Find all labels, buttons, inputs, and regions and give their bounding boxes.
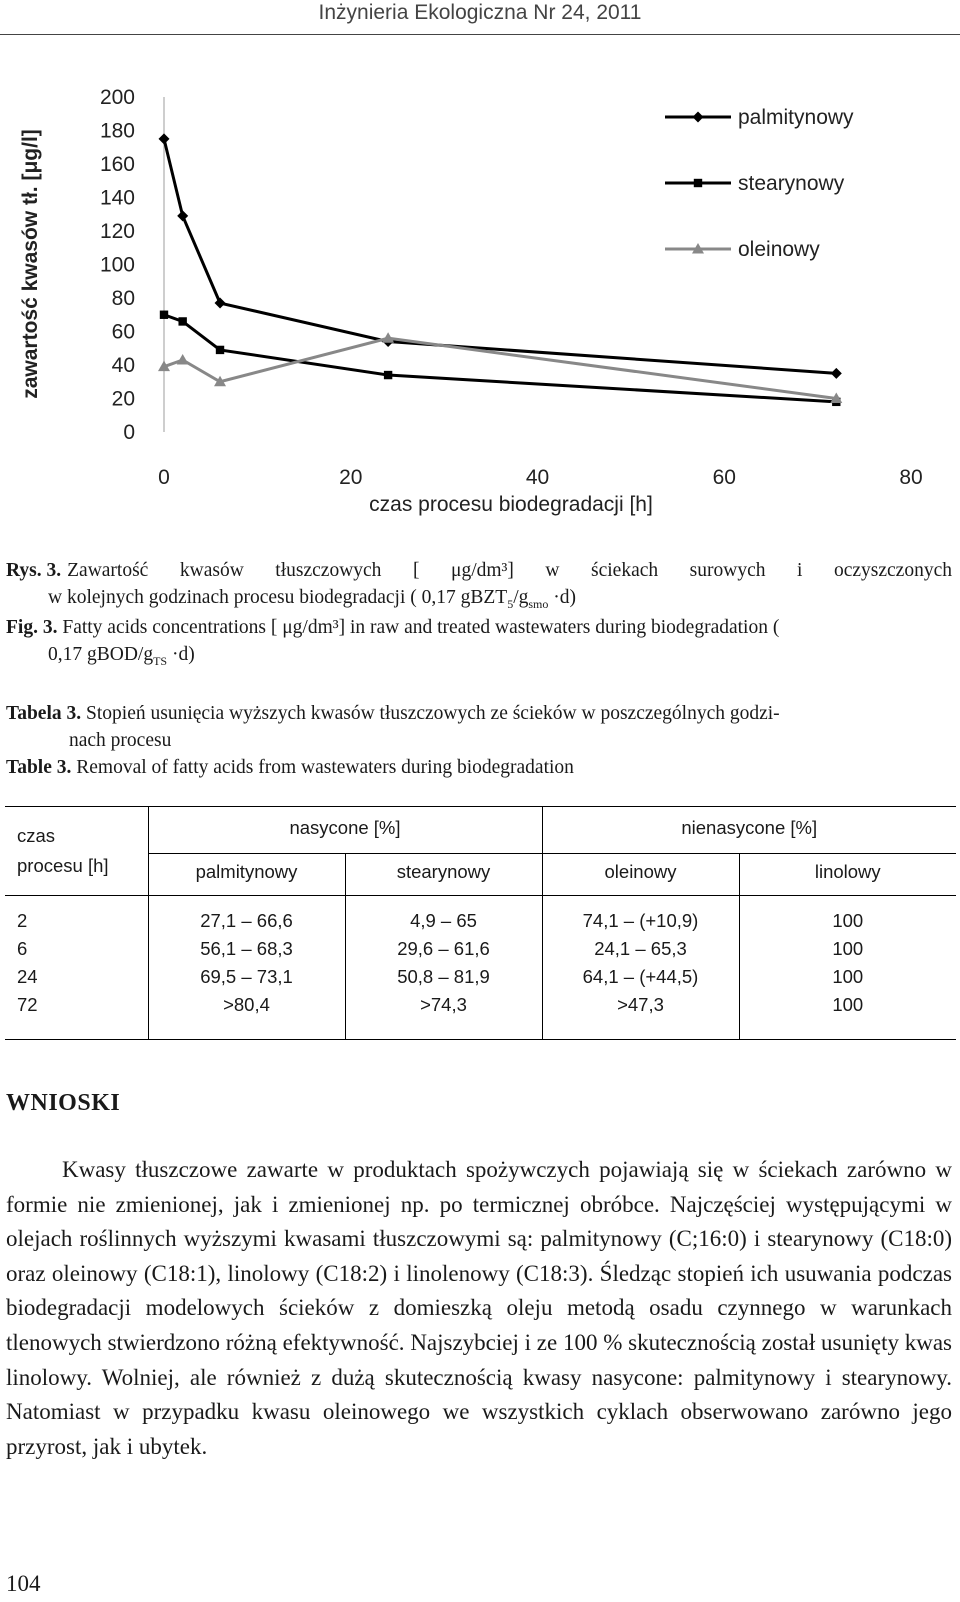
data-point-stearynowy <box>160 311 168 319</box>
table-caption-en-text: Removal of fatty acids from wastewaters during biodegradation <box>76 757 574 778</box>
table-row <box>5 896 956 938</box>
table-row <box>5 938 956 966</box>
table-row <box>5 994 956 1040</box>
x-tick-label: 60 <box>712 466 736 489</box>
table-cell-time: 24 <box>5 966 148 994</box>
legend-item-palmitynowy <box>665 106 854 129</box>
series-stearynowy <box>160 311 841 407</box>
data-point-stearynowy <box>216 346 224 354</box>
x-tick-label: 80 <box>899 466 923 489</box>
data-point-stearynowy <box>178 317 186 325</box>
table-cell: 27,1 – 66,6 <box>148 896 345 938</box>
running-header <box>0 0 960 35</box>
legend-label: palmitynowy <box>738 106 854 129</box>
y-tick-label: 60 <box>111 320 135 344</box>
table-cell: 100 <box>832 937 864 959</box>
figure-caption-pl-text: Zawartość kwasów tłuszczowych [ μg/dm³] w ściekach surowych i oczyszczonych <box>67 560 952 581</box>
data-point-oleinowy <box>177 354 189 365</box>
legend-item-stearynowy <box>665 172 845 195</box>
table-cell: 29,6 – 61,6 <box>345 938 542 966</box>
table-cell: >80,4 <box>148 994 345 1040</box>
data-point-palmitynowy <box>159 133 170 144</box>
page-number: 104 <box>6 1571 41 1596</box>
y-tick-label: 40 <box>111 354 135 377</box>
table-cell: >74,3 <box>345 994 542 1040</box>
y-axis-label: zawartość kwasów tł. [μg/l] <box>19 129 42 399</box>
x-axis-label: czas procesu biodegradacji [h] <box>369 493 653 516</box>
table-cell: 74,1 – (+10,9) <box>542 896 739 938</box>
figure-caption-en <box>6 614 952 675</box>
y-tick-label: 120 <box>99 220 135 243</box>
x-tick-label: 40 <box>525 466 550 489</box>
table-cell: 100 <box>739 896 956 938</box>
data-point-palmitynowy <box>177 210 188 221</box>
table-cell: 64,1 – (+44,5) <box>542 966 739 994</box>
legend-marker <box>693 112 704 123</box>
y-tick-label: 20 <box>111 387 135 411</box>
table-col-oleinowy: oleinowy <box>542 854 739 896</box>
figure-caption-pl <box>6 557 952 618</box>
table-cell-time: 2 <box>5 896 148 938</box>
data-point-stearynowy <box>384 371 392 379</box>
table-cell: >47,3 <box>542 994 739 1040</box>
table-col-stearynowy: stearynowy <box>345 854 542 896</box>
y-tick-label: 0 <box>123 421 135 444</box>
y-tick-label: 200 <box>99 86 135 109</box>
y-tick-label: 160 <box>99 153 135 176</box>
table-cell: 100 <box>739 994 956 1040</box>
series-line-palmitynowy <box>164 139 836 374</box>
legend-label: oleinowy <box>738 238 820 261</box>
table-caption-pl-line2: nach procesu <box>69 730 172 751</box>
legend-marker <box>694 179 702 187</box>
series-line-stearynowy <box>164 315 836 402</box>
table-cell: 50,8 – 81,9 <box>345 966 542 994</box>
x-tick-label: 0 <box>158 466 170 489</box>
table-row <box>5 966 956 994</box>
data-point-palmitynowy <box>831 368 842 379</box>
table-cell: 69,5 – 73,1 <box>148 966 345 994</box>
table-col-linolowy: linolowy <box>814 861 881 882</box>
y-tick-label: 180 <box>99 119 135 143</box>
table-header-saturated: nasycone [%] <box>148 807 542 854</box>
y-tick-label: 140 <box>99 186 135 210</box>
data-point-palmitynowy <box>215 298 226 309</box>
y-tick-label: 80 <box>111 287 135 310</box>
table-cell: 100 <box>832 965 864 987</box>
y-tick-label: 100 <box>99 253 135 277</box>
table-group-header-row <box>5 807 956 854</box>
journal-title: Inżynieria Ekologiczna Nr 24, 2011 <box>318 1 642 24</box>
table-label-pl: Tabela 3. <box>6 703 82 724</box>
table-column-header-row <box>5 854 956 896</box>
x-tick-label: 20 <box>339 466 363 489</box>
conclusions-paragraph: Kwasy tłuszczowe zawarte w produktach spożywczych pojawiają się w ściekach zarówno w formie nie zmienionej, jak i zmienionej np. po termicznej obróbce. Najczęściej występującymi w olejach roślinnych wyższymi kwasami tłuszczowymi są: palmitynowy (C;16:0) i stearynowy (C18:0) oraz oleinowy (C18:1), linolowy (C18:2) i linolenowy (C18:3). Śledząc stopień ich usuwania podczas biodegradacji modelowych ścieków z domieszką oleju metodą osadu czynnego w warunkach tlenowych stwierdzono różną efektywność. Najszybciej i ze 100 % skutecznością został usunięty kwas linolowy. Wolniej, ale również z dużą skutecznością kwasy nasycone: palmitynowy i stearynowy. Natomiast w przypadku kwasu oleinowego we wszystkich cyklach obserwowano zarówno jego przyrost, jak i ubytek. <box>6 1157 952 1459</box>
figure-caption-pl-line2: w kolejnych godzinach procesu biodegradacji ( 0,17 $gBZT_5/g_{smo} \cdot d$) <box>48 587 577 611</box>
table-caption-pl-text: Stopień usunięcia wyższych kwasów tłuszczowych ze ścieków w poszczególnych godzi- <box>86 703 780 724</box>
figure-label-pl: Rys. 3. <box>6 560 62 581</box>
section-heading-conclusions: WNIOSKI <box>6 1090 121 1116</box>
table-header-time: czas procesu [h] <box>5 807 148 896</box>
table-caption-pl <box>6 700 952 754</box>
series-line-oleinowy <box>164 338 836 398</box>
table-cell: 56,1 – 68,3 <box>148 938 345 966</box>
figure-3-chart <box>0 60 960 530</box>
table-label-en: Table 3. <box>6 757 72 778</box>
table-cell-time: 72 <box>5 994 148 1040</box>
table-header-unsaturated: nienasycone [%] <box>542 807 956 854</box>
figure-caption-en-line2: 0,17 gBOD/$g_{TS} \cdot d$) <box>48 644 195 668</box>
table-3 <box>5 806 956 1040</box>
table-cell: 24,1 – 65,3 <box>542 938 739 966</box>
line-chart <box>0 60 960 530</box>
table-col-palmitynowy: palmitynowy <box>148 854 345 896</box>
table-cell-time: 6 <box>5 938 148 966</box>
legend-item-oleinowy <box>665 238 820 261</box>
table-cell: 4,9 – 65 <box>345 896 542 938</box>
figure-label-en: Fig. 3. <box>6 617 58 638</box>
legend-label: stearynowy <box>738 172 845 195</box>
table-caption-en <box>6 754 952 781</box>
figure-caption-en-text: Fatty acids concentrations [ μg/dm³] in raw and treated wastewaters during biodegradation ( <box>62 617 780 638</box>
